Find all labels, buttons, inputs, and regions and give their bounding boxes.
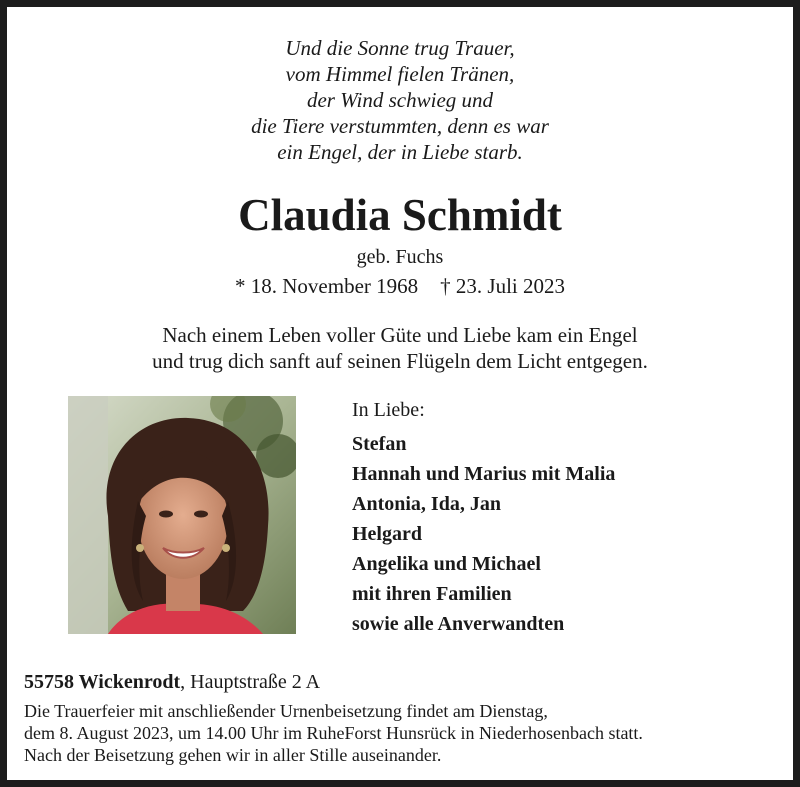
poem-line: vom Himmel fielen Tränen, — [285, 62, 515, 86]
deceased-name: Claudia Schmidt — [238, 190, 562, 240]
mourner-name: Helgard — [352, 523, 422, 545]
notice-line: Nach der Beisetzung gehen wir in aller Stille auseinander. — [24, 745, 442, 765]
poem-line: die Tiere verstummten, denn es war — [251, 114, 549, 138]
poem-line: der Wind schwieg und — [306, 88, 494, 112]
mourners-lead: In Liebe: — [352, 399, 425, 421]
family-address — [24, 669, 320, 695]
life-dates — [7, 273, 793, 299]
maiden-name: geb. Fuchs — [356, 246, 444, 268]
address-city: 55758 Wickenrodt — [24, 671, 181, 693]
poem — [7, 35, 793, 165]
address-street: , Hauptstraße 2 A — [180, 671, 321, 693]
birth-date: * 18. November 1968 — [235, 274, 419, 298]
poem-line: ein Engel, der in Liebe starb. — [277, 140, 523, 164]
mourner-name: Stefan — [352, 433, 407, 455]
mourners-list — [352, 429, 782, 639]
mourner-name: Hannah und Marius mit Malia — [352, 463, 616, 485]
mourner-name: mit ihren Familien — [352, 583, 512, 605]
mourner-name: Antonia, Ida, Jan — [352, 493, 501, 515]
mourners-block — [352, 397, 782, 639]
mourner-name: sowie alle Anverwandten — [352, 613, 565, 635]
mourner-name: Angelika und Michael — [352, 553, 541, 575]
funeral-notice — [24, 700, 794, 766]
poem-line: Und die Sonne trug Trauer, — [285, 36, 515, 60]
verse-line: und trug dich sanft auf seinen Flügeln dem Licht entgegen. — [152, 349, 648, 373]
portrait-image — [68, 396, 296, 634]
verse — [7, 322, 793, 374]
verse-line: Nach einem Leben voller Güte und Liebe kam ein Engel — [162, 323, 638, 347]
notice-line: dem 8. August 2023, um 14.00 Uhr im RuheForst Hunsrück in Niederhosenbach statt. — [24, 723, 643, 743]
notice-line: Die Trauerfeier mit anschließender Urnenbeisetzung findet am Dienstag, — [24, 701, 548, 721]
death-date: † 23. Juli 2023 — [440, 274, 565, 298]
portrait-photo — [68, 396, 296, 634]
